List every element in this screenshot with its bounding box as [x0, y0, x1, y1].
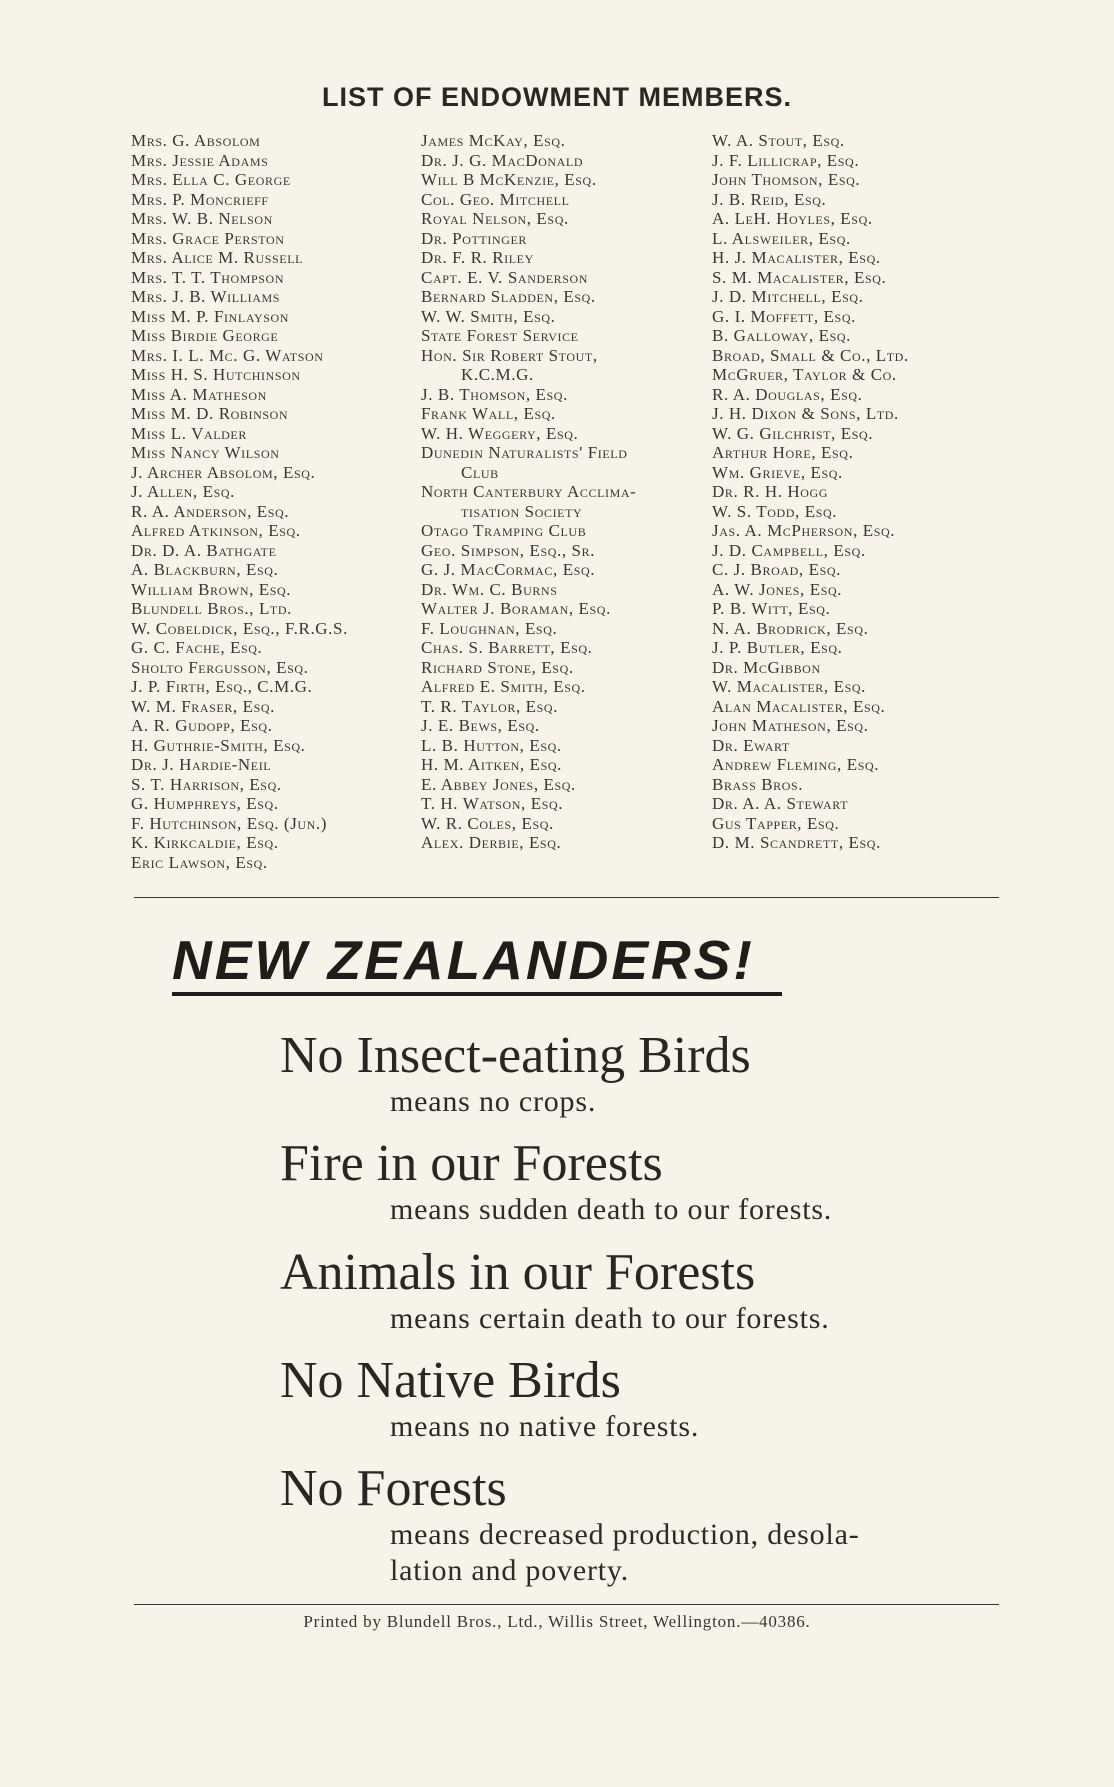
slogan-caption: means sudden death to our forests.: [390, 1193, 833, 1226]
member-entry: Mrs. G. Absolom: [131, 131, 261, 150]
printer-imprint: Printed by Blundell Bros., Ltd., Willis Street, Wellington.—40386.: [303, 1612, 811, 1631]
member-entry: A. LeH. Hoyles, Esq.: [712, 209, 873, 228]
member-entry: Andrew Fleming, Esq.: [712, 755, 880, 774]
member-entry: Miss M. P. Finlayson: [131, 306, 290, 326]
member-entry: J. B. Reid, Esq.: [712, 189, 827, 209]
member-entry: A. W. Jones, Esq.: [712, 579, 843, 599]
member-entry: North Canterbury Acclima-: [421, 482, 637, 501]
member-entry: Mrs. I. L. Mc. G. Watson: [131, 345, 324, 365]
member-entry: W. R. Coles, Esq.: [421, 813, 554, 833]
member-entry: J. Archer Absolom, Esq.: [131, 462, 316, 482]
member-entry: Col. Geo. Mitchell: [421, 189, 570, 209]
member-entry: G. Humphreys, Esq.: [131, 794, 279, 813]
slogan-caption: means certain death to our forests.: [390, 1302, 830, 1335]
slogan-block: [280, 1028, 1040, 1120]
member-entry: Miss A. Matheson: [131, 384, 267, 404]
member-entry: Mrs. Grace Perston: [131, 228, 285, 248]
member-entry: Dunedin Naturalists' Field: [421, 443, 628, 462]
member-entry: Dr. F. R. Riley: [421, 248, 534, 267]
member-entry: C. J. Broad, Esq.: [712, 560, 841, 579]
member-entry: T. R. Taylor, Esq.: [421, 696, 559, 716]
member-entry: Miss Nancy Wilson: [131, 443, 280, 462]
headline: NEW ZEALANDERS!: [172, 929, 755, 991]
member-entry: James McKay, Esq.: [421, 131, 566, 150]
member-entry: Dr. McGibbon: [712, 657, 821, 677]
member-entry: Dr. J. G. MacDonald: [421, 150, 584, 170]
member-entry: Geo. Simpson, Esq., Sr.: [421, 540, 596, 560]
slogan-heading: Fire in our Forests: [280, 1135, 663, 1192]
member-entry-continued: K.C.M.G.: [461, 365, 534, 384]
member-entry: S. M. Macalister, Esq.: [712, 267, 887, 287]
member-entry: L. B. Hutton, Esq.: [421, 735, 562, 755]
slogan-heading: Animals in our Forests: [280, 1244, 756, 1301]
member-entry: Bernard Sladden, Esq.: [421, 287, 596, 306]
list-title: LIST OF ENDOWMENT MEMBERS.: [322, 82, 792, 112]
member-entry: R. A. Douglas, Esq.: [712, 384, 863, 404]
member-entry: S. T. Harrison, Esq.: [131, 774, 282, 794]
member-entry: John Thomson, Esq.: [712, 170, 861, 189]
slogan-block: [280, 1353, 1040, 1445]
member-entry: K. Kirkcaldie, Esq.: [131, 833, 279, 852]
member-entry: R. A. Anderson, Esq.: [131, 501, 290, 521]
footer-divider: [134, 1604, 999, 1605]
slogan-caption: means decreased production, desola-: [390, 1518, 860, 1551]
member-entry: J. Allen, Esq.: [131, 482, 235, 501]
member-column-2: [421, 131, 711, 853]
member-entry: Alan Macalister, Esq.: [712, 696, 886, 716]
member-entry: J. B. Thomson, Esq.: [421, 384, 568, 404]
member-entry-continued: Club: [461, 462, 499, 482]
member-entry: W. A. Stout, Esq.: [712, 131, 845, 150]
slogan-block: [280, 1461, 1040, 1589]
member-column-3: [712, 131, 1012, 853]
member-entry: Dr. Wm. C. Burns: [421, 579, 558, 599]
member-entry: J. F. Lillicrap, Esq.: [712, 150, 860, 170]
slogan-caption: means no crops.: [390, 1085, 597, 1118]
member-entry: Blundell Bros., Ltd.: [131, 599, 292, 618]
member-entry: Brass Bros.: [712, 774, 804, 794]
member-entry: H. J. Macalister, Esq.: [712, 248, 881, 267]
member-entry: H. M. Aitken, Esq.: [421, 755, 562, 774]
member-entry: Capt. E. V. Sanderson: [421, 267, 589, 287]
member-entry: P. B. Witt, Esq.: [712, 599, 831, 618]
member-entry: D. M. Scandrett, Esq.: [712, 833, 881, 852]
member-entry: Mrs. W. B. Nelson: [131, 209, 273, 228]
member-entry: Gus Tapper, Esq.: [712, 813, 840, 833]
member-entry: Dr. A. A. Stewart: [712, 794, 849, 813]
member-entry: Otago Tramping Club: [421, 521, 587, 540]
member-entry: Royal Nelson, Esq.: [421, 209, 569, 228]
slogan-caption: means no native forests.: [390, 1410, 700, 1443]
member-entry: Will B McKenzie, Esq.: [421, 170, 597, 189]
member-entry: Miss M. D. Robinson: [131, 404, 289, 423]
member-entry: Mrs. Ella C. George: [131, 170, 291, 189]
member-entry: G. C. Fache, Esq.: [131, 638, 263, 657]
member-entry: T. H. Watson, Esq.: [421, 794, 564, 813]
member-entry: F. Loughnan, Esq.: [421, 618, 558, 638]
member-entry: Dr. Pottinger: [421, 228, 528, 248]
member-entry: Sholto Fergusson, Esq.: [131, 657, 309, 677]
member-entry: E. Abbey Jones, Esq.: [421, 774, 576, 794]
member-entry: Dr. D. A. Bathgate: [131, 540, 277, 560]
section-divider: [134, 897, 999, 898]
member-entry: W. Macalister, Esq.: [712, 677, 866, 696]
member-entry: W. W. Smith, Esq.: [421, 306, 556, 326]
member-entry: N. A. Brodrick, Esq.: [712, 618, 869, 638]
slogan-block: [280, 1136, 1040, 1228]
member-entry: Richard Stone, Esq.: [421, 657, 574, 677]
member-entry: Chas. S. Barrett, Esq.: [421, 638, 593, 657]
member-entry: F. Hutchinson, Esq. (Jun.): [131, 813, 328, 833]
member-entry: Wm. Grieve, Esq.: [712, 462, 843, 482]
member-entry: Alfred Atkinson, Esq.: [131, 521, 301, 540]
member-entry: Miss H. S. Hutchinson: [131, 365, 301, 384]
member-entry: Dr. J. Hardie-Neil: [131, 755, 272, 774]
member-entry: McGruer, Taylor & Co.: [712, 365, 897, 384]
member-entry: J. H. Dixon & Sons, Ltd.: [712, 404, 899, 423]
member-entry: B. Galloway, Esq.: [712, 326, 852, 345]
member-entry: L. Alsweiler, Esq.: [712, 228, 851, 248]
member-entry: Arthur Hore, Esq.: [712, 443, 854, 462]
member-entry: Mrs. J. B. Williams: [131, 287, 281, 306]
member-entry: Dr. R. H. Hogg: [712, 482, 829, 501]
member-entry: Mrs. Alice M. Russell: [131, 248, 304, 267]
member-entry: W. S. Todd, Esq.: [712, 501, 838, 521]
member-entry: Eric Lawson, Esq.: [131, 852, 268, 872]
member-entry: Miss L. Valder: [131, 423, 247, 443]
member-entry: Alex. Derbie, Esq.: [421, 833, 562, 852]
member-entry: Walter J. Boraman, Esq.: [421, 599, 611, 618]
member-entry: G. I. Moffett, Esq.: [712, 306, 856, 326]
member-entry: J. E. Bews, Esq.: [421, 716, 540, 735]
member-entry: G. J. MacCormac, Esq.: [421, 560, 596, 579]
member-entry: J. P. Firth, Esq., C.M.G.: [131, 677, 313, 696]
member-entry: J. D. Campbell, Esq.: [712, 540, 866, 560]
member-entry: W. G. Gilchrist, Esq.: [712, 423, 874, 443]
member-entry: Mrs. P. Moncrieff: [131, 189, 269, 209]
member-entry: W. M. Fraser, Esq.: [131, 696, 276, 716]
member-entry: A. Blackburn, Esq.: [131, 560, 279, 579]
member-entry: H. Guthrie-Smith, Esq.: [131, 735, 306, 755]
headline-underline: [172, 992, 782, 996]
member-entry: William Brown, Esq.: [131, 579, 292, 599]
slogan-heading: No Forests: [280, 1460, 507, 1517]
member-entry: W. Cobeldick, Esq., F.R.G.S.: [131, 618, 348, 638]
member-entry-continued: tisation Society: [461, 501, 583, 521]
slogan-heading: No Insect-eating Birds: [280, 1027, 751, 1084]
member-entry: Alfred E. Smith, Esq.: [421, 677, 586, 696]
slogan-caption: lation and poverty.: [390, 1554, 630, 1587]
member-entry: Hon. Sir Robert Stout,: [421, 345, 598, 365]
member-entry: Frank Wall, Esq.: [421, 404, 556, 423]
member-column-1: [131, 131, 421, 872]
member-entry: Jas. A. McPherson, Esq.: [712, 521, 896, 540]
member-entry: Mrs. T. T. Thompson: [131, 267, 285, 287]
member-entry: John Matheson, Esq.: [712, 716, 869, 735]
member-entry: J. P. Butler, Esq.: [712, 638, 843, 657]
member-entry: Broad, Small & Co., Ltd.: [712, 345, 909, 365]
member-entry: Mrs. Jessie Adams: [131, 150, 269, 170]
slogan-heading: No Native Birds: [280, 1352, 621, 1409]
member-entry: Dr. Ewart: [712, 735, 790, 755]
member-entry: W. H. Weggery, Esq.: [421, 423, 579, 443]
member-entry: Miss Birdie George: [131, 326, 279, 345]
slogan-block: [280, 1245, 1040, 1337]
member-entry: A. R. Gudopp, Esq.: [131, 716, 273, 735]
member-entry: J. D. Mitchell, Esq.: [712, 287, 864, 306]
member-entry: State Forest Service: [421, 326, 579, 345]
